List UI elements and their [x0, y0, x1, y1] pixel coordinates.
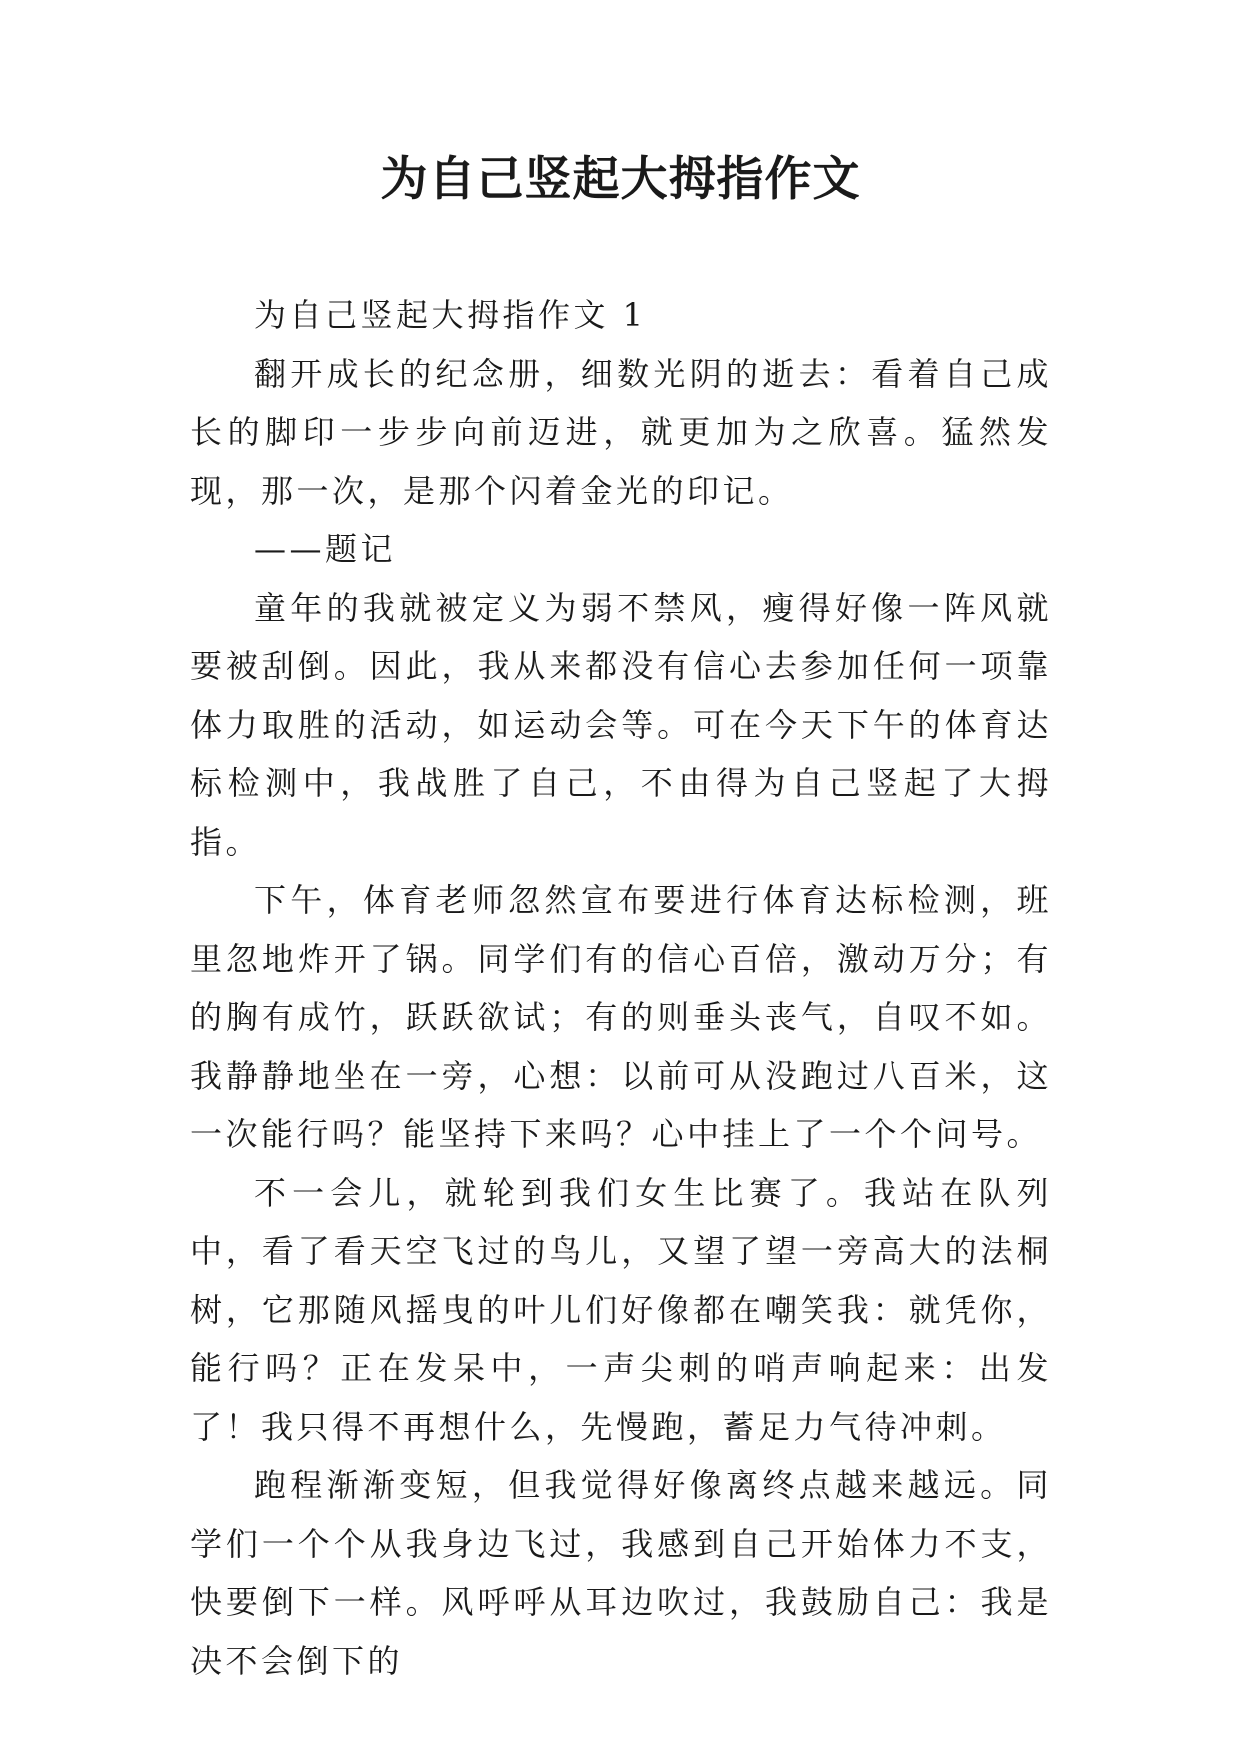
paragraph: 下午，体育老师忽然宣布要进行体育达标检测，班里忽地炸开了锅。同学们有的信心百倍，激动万分；有的胸有成竹，跃跃欲试；有的则垂头丧气，自叹不如。我静静地坐在一旁，心想：以前可从没跑过八百米，这一次能行吗？能坚持下来吗？心中挂上了一个个问号。 [190, 881, 1052, 1153]
section-heading: 为自己竖起大拇指作文 1 [254, 296, 647, 334]
paragraph: 童年的我就被定义为弱不禁风，瘦得好像一阵风就要被刮倒。因此，我从来都没有信心去参加任何一项靠体力取胜的活动，如运动会等。可在今天下午的体育达标检测中，我战胜了自己，不由得为自己竖起了大拇指。 [190, 588, 1052, 861]
paragraph-epigraph: 翻开成长的纪念册，细数光阴的逝去：看着自己成长的脚印一步步向前迈进，就更加为之欣喜。猛然发现，那一次，是那个闪着金光的印记。 [190, 354, 1052, 510]
paragraph: 跑程渐渐变短，但我觉得好像离终点越来越远。同学们一个个从我身边飞过，我感到自己开始体力不支，快要倒下一样。风呼呼从耳边吹过，我鼓励自己：我是决不会倒下的 [190, 1466, 1052, 1680]
document-body [190, 286, 1052, 1690]
document-title: 为自己竖起大拇指作文 [380, 152, 861, 207]
epigraph-attribution: ——题记 [254, 530, 397, 568]
paragraph: 不一会儿，就轮到我们女生比赛了。我站在队列中，看了看天空飞过的鸟儿，又望了望一旁高大的法桐树，它那随风摇曳的叶儿们好像都在嘲笑我：就凭你，能行吗？正在发呆中，一声尖刺的哨声响起来：出发了！我只得不再想什么，先慢跑，蓄足力气待冲刺。 [190, 1173, 1052, 1446]
